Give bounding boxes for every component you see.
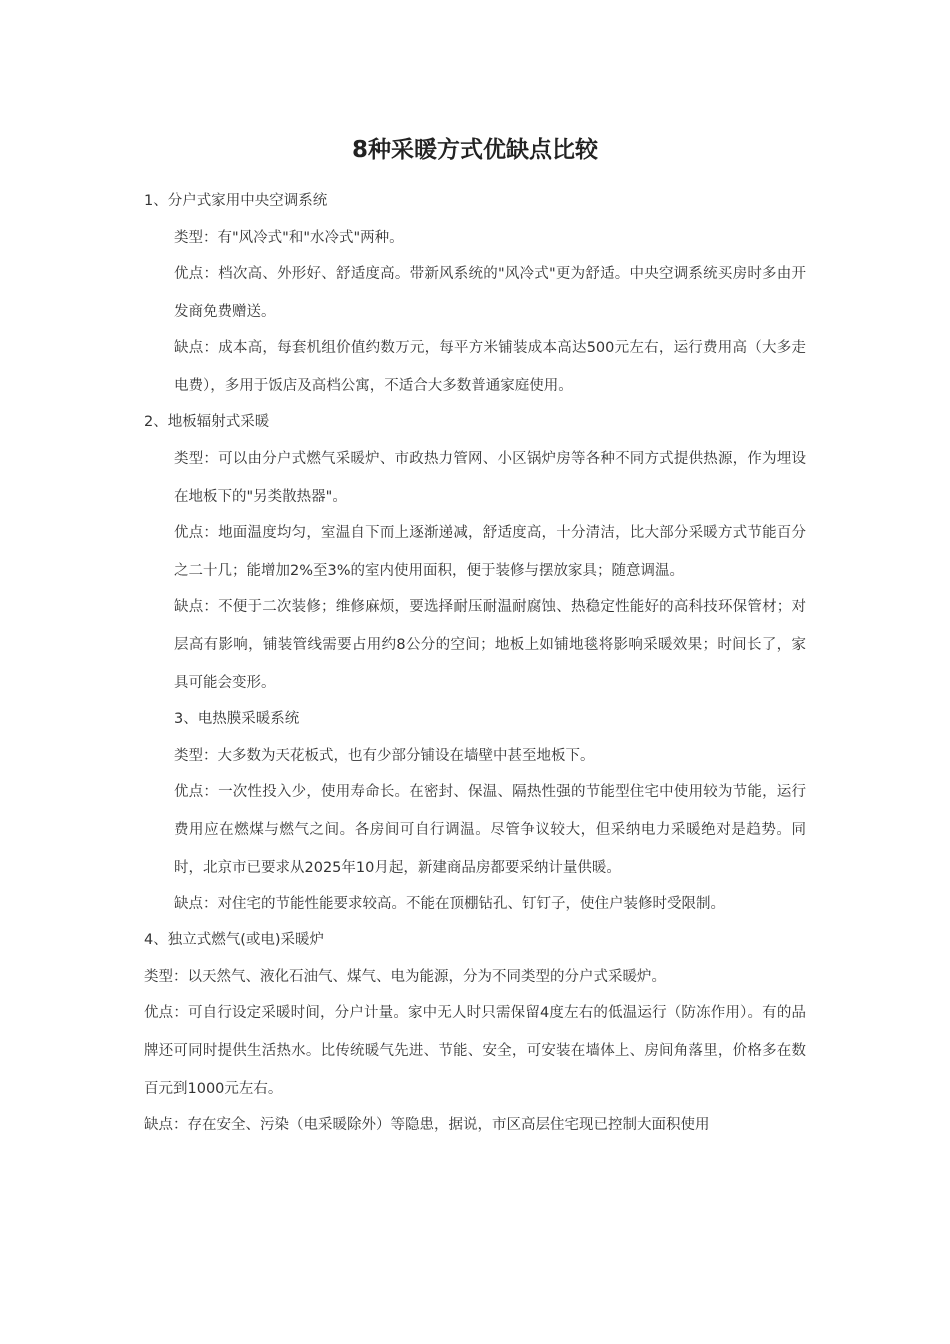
section-heading-1: 1、分户式家用中央空调系统 (144, 193, 328, 209)
section-1-pros: 优点：档次高、外形好、舒适度高。带新风系统的"风冷式"更为舒适。中央空调系统买房时多由开发商免费赠送。 (174, 266, 806, 320)
section-4-type: 类型：以天然气、液化石油气、煤气、电为能源，分为不同类型的分户式采暖炉。 (144, 969, 666, 985)
section-3-pros: 优点：一次性投入少，使用寿命长。在密封、保温、隔热性强的节能型住宅中使用较为节能，运行费用应在燃煤与燃气之间。各房间可自行调温。尽管争议较大，但采纳电力采暖绝对是趋势。同时，北京市已要求从2025年10月起，新建商品房都要采纳计量供暖。 (174, 784, 806, 876)
section-4-cons: 缺点：存在安全、污染（电采暖除外）等隐患，据说，市区高层住宅现已控制大面积使用 (144, 1117, 710, 1133)
section-4-pros: 优点：可自行设定采暖时间，分户计量。家中无人时只需保留4度左右的低温运行（防冻作用）。有的品牌还可同时提供生活热水。比传统暖气先进、节能、安全，可安装在墙体上、房间角落里，价格多在数百元到1000元左右。 (144, 1005, 806, 1097)
section-heading-3: 3、电热膜采暖系统 (174, 711, 300, 727)
section-1-type: 类型：有"风冷式"和"水冷式"两种。 (174, 230, 404, 246)
section-1-cons: 缺点：成本高，每套机组价值约数万元，每平方米铺装成本高达500元左右，运行费用高（大多走电费），多用于饭店及高档公寓，不适合大多数普通家庭使用。 (174, 340, 806, 394)
document-title: 8种采暖方式优缺点比较 (351, 137, 598, 163)
section-3-type: 类型：大多数为天花板式，也有少部分铺设在墙壁中甚至地板下。 (174, 748, 595, 764)
section-heading-2: 2、地板辐射式采暖 (144, 414, 270, 430)
section-3-cons: 缺点：对住宅的节能性能要求较高。不能在顶棚钻孔、钉钉子，使住户装修时受限制。 (174, 896, 725, 912)
section-2-type: 类型：可以由分户式燃气采暖炉、市政热力管网、小区锅炉房等各种不同方式提供热源，作为埋设在地板下的"另类散热器"。 (174, 451, 806, 505)
section-2-pros: 优点：地面温度均匀，室温自下而上逐渐递减，舒适度高，十分清洁，比大部分采暖方式节能百分之二十几；能增加2%至3%的室内使用面积，便于装修与摆放家具；随意调温。 (174, 525, 806, 579)
section-heading-4: 4、独立式燃气(或电)采暖炉 (144, 932, 325, 948)
section-2-cons: 缺点：不便于二次装修；维修麻烦，要选择耐压耐温耐腐蚀、热稳定性能好的高科技环保管材；对层高有影响，铺装管线需要占用约8公分的空间；地板上如铺地毯将影响采暖效果；时间长了，家具可能会变形。 (174, 599, 806, 691)
